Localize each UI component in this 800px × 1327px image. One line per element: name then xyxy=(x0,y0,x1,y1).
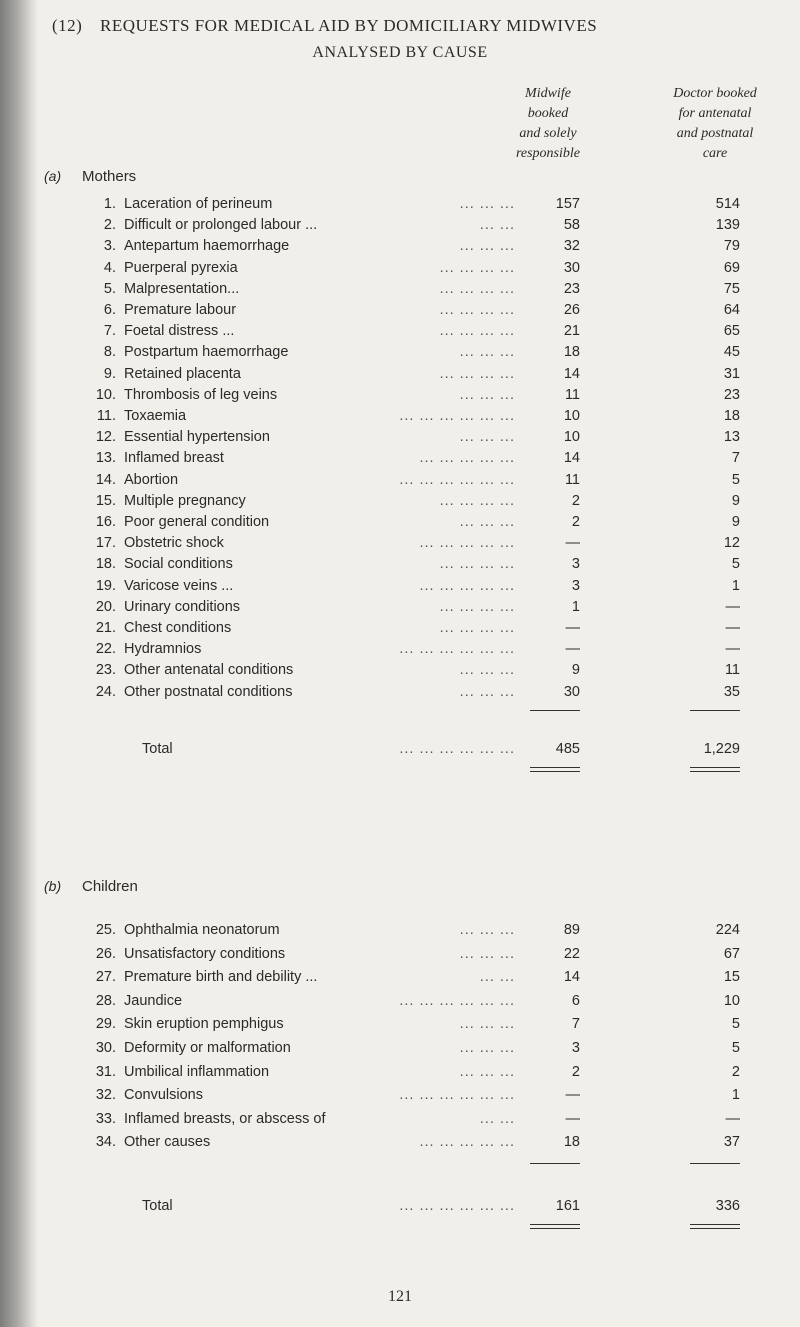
table-row xyxy=(0,943,800,965)
row-number: 7. xyxy=(103,323,116,340)
table-row xyxy=(0,447,800,469)
table-row xyxy=(0,511,800,533)
value-midwife: 10 xyxy=(563,429,580,446)
total-double-rule-midwife xyxy=(530,1224,580,1229)
table-row xyxy=(0,235,800,257)
row-number: 8. xyxy=(103,344,116,361)
value-midwife: 3 xyxy=(571,1040,580,1056)
row-label: Umbilical inflammation xyxy=(124,1063,270,1080)
page-number-label: (12) xyxy=(52,16,83,35)
value-midwife: — xyxy=(565,1087,580,1104)
leader-dots: ... ... ... xyxy=(459,196,515,212)
table-row xyxy=(0,919,800,941)
leader-dots: ... ... ... ... xyxy=(439,598,515,615)
row-number: 19. xyxy=(95,577,116,594)
col1-line: Midwife xyxy=(525,86,571,101)
value-doctor: — xyxy=(725,620,740,636)
table-row xyxy=(0,659,800,681)
row-number: 2. xyxy=(103,217,116,234)
section-label: (a) xyxy=(44,168,62,184)
value-doctor: 79 xyxy=(723,238,740,255)
row-number: 23. xyxy=(95,662,116,679)
row-label: Ophthalmia neonatorum xyxy=(124,922,280,938)
row-number: 3. xyxy=(103,238,116,255)
leader-dots: ... ... ... ... ... xyxy=(419,450,515,467)
leader-dots: ... ... ... xyxy=(459,344,515,361)
row-number: 31. xyxy=(95,1063,116,1080)
total-double-rule-doctor xyxy=(690,767,740,772)
page-title xyxy=(52,16,598,36)
value-doctor: 514 xyxy=(715,196,740,212)
value-doctor: 67 xyxy=(723,945,740,962)
value-midwife: 14 xyxy=(563,450,580,467)
row-number: 22. xyxy=(95,641,116,658)
total-label: Total xyxy=(142,1198,173,1214)
total-rule-midwife xyxy=(530,1163,580,1164)
value-midwife: 3 xyxy=(571,556,580,573)
leader-dots: ... ... xyxy=(479,1110,515,1127)
value-doctor: 75 xyxy=(723,280,740,297)
leader-dots: ... ... ... xyxy=(459,514,515,530)
row-label: Laceration of perineum xyxy=(124,196,273,212)
table-row xyxy=(0,966,800,988)
col1-line: responsible xyxy=(515,146,581,161)
table-row xyxy=(0,1084,800,1106)
value-doctor: 9 xyxy=(731,492,740,509)
row-number: 26. xyxy=(95,945,116,962)
title-text: REQUESTS FOR MEDICAL AID BY DOMICILIARY MIDWIVES xyxy=(100,16,598,35)
table-row xyxy=(0,278,800,300)
value-midwife: 2 xyxy=(571,1063,580,1080)
leader-dots: ... ... ... ... xyxy=(439,259,515,276)
value-midwife: — xyxy=(565,620,580,636)
leader-dots: ... ... ... ... ... xyxy=(419,577,515,594)
value-midwife: — xyxy=(565,1110,580,1127)
value-midwife: 26 xyxy=(563,302,580,318)
table-row xyxy=(0,426,800,448)
total-midwife: 485 xyxy=(555,740,580,757)
table-row xyxy=(0,384,800,406)
row-label: Essential hypertension xyxy=(124,429,270,446)
value-midwife: 7 xyxy=(571,1016,580,1033)
leader-dots: ... ... ... ... ... xyxy=(419,535,515,552)
total-double-rule-doctor xyxy=(690,1224,740,1229)
row-label: Chest conditions xyxy=(124,620,232,636)
row-number: 27. xyxy=(95,969,116,986)
row-number: 30. xyxy=(95,1040,116,1056)
total-label: Total xyxy=(142,740,173,757)
value-doctor: 7 xyxy=(731,450,740,467)
total-rule-doctor xyxy=(690,710,740,711)
table-row xyxy=(0,681,800,703)
row-number: 16. xyxy=(95,514,116,530)
leader-dots: ... ... ... ... ... ... xyxy=(399,471,515,488)
value-midwife: 11 xyxy=(564,471,580,488)
value-doctor: 5 xyxy=(731,1016,740,1033)
col2-line: Doctor booked xyxy=(673,86,757,101)
leader-dots: ... ... ... xyxy=(459,429,515,446)
total-doctor: 336 xyxy=(715,1198,740,1214)
table-row xyxy=(0,617,800,639)
leader-dots: ... ... ... ... xyxy=(439,492,515,509)
row-label: Inflamed breast xyxy=(124,450,224,467)
table-row xyxy=(0,990,800,1012)
table-row xyxy=(0,214,800,236)
table-row xyxy=(0,1108,800,1130)
row-label: Difficult or prolonged labour ... xyxy=(124,217,318,234)
value-midwife: 30 xyxy=(563,683,580,700)
leader-dots: ... ... ... ... ... ... xyxy=(399,641,515,658)
col2-line: for antenatal xyxy=(678,106,752,121)
row-label: Malpresentation... xyxy=(124,280,240,297)
leader-dots: ... ... ... ... xyxy=(439,302,515,318)
row-label: Toxaemia xyxy=(124,408,187,424)
row-label: Hydramnios xyxy=(124,641,202,658)
row-number: 21. xyxy=(95,620,116,636)
value-midwife: 3 xyxy=(571,577,580,594)
table-row xyxy=(0,405,800,427)
value-midwife: 2 xyxy=(571,514,580,530)
row-number: 5. xyxy=(103,280,116,297)
leader-dots: ... ... xyxy=(479,217,515,234)
value-doctor: 45 xyxy=(723,344,740,361)
row-label: Varicose veins ... xyxy=(124,577,234,594)
section-label: (b) xyxy=(44,878,62,894)
row-number: 17. xyxy=(95,535,116,552)
value-doctor: 31 xyxy=(723,365,740,382)
value-midwife: 32 xyxy=(563,238,580,255)
row-label: Convulsions xyxy=(124,1087,203,1104)
leader-dots: ... ... ... ... xyxy=(439,365,515,382)
leader-dots: ... ... ... ... ... ... xyxy=(399,992,515,1009)
value-doctor: 139 xyxy=(715,217,740,234)
row-label: Multiple pregnancy xyxy=(124,492,246,509)
value-midwife: 89 xyxy=(563,922,580,938)
row-label: Antepartum haemorrhage xyxy=(124,238,290,255)
section-title: Children xyxy=(82,878,138,895)
table-row xyxy=(0,490,800,512)
row-label: Premature labour xyxy=(124,302,237,318)
value-midwife: — xyxy=(565,535,580,552)
value-doctor: 15 xyxy=(723,969,740,986)
row-number: 12. xyxy=(95,429,116,446)
value-doctor: — xyxy=(725,598,740,615)
total-double-rule-midwife xyxy=(530,767,580,772)
value-doctor: 11 xyxy=(724,662,740,679)
value-midwife: 6 xyxy=(571,992,580,1009)
table-row xyxy=(0,1037,800,1059)
value-midwife: 18 xyxy=(563,344,580,361)
row-number: 1. xyxy=(103,196,116,212)
row-label: Jaundice xyxy=(124,992,183,1009)
col1-line: booked xyxy=(527,106,569,121)
row-label: Deformity or malformation xyxy=(124,1040,291,1056)
leader-dots: ... ... ... ... xyxy=(439,280,515,297)
row-label: Puerperal pyrexia xyxy=(124,259,238,276)
leader-dots: ... ... ... xyxy=(459,662,515,679)
table-row xyxy=(0,553,800,575)
row-number: 18. xyxy=(95,556,116,573)
value-midwife: 9 xyxy=(571,662,580,679)
table-row xyxy=(0,320,800,342)
value-doctor: 1 xyxy=(731,1087,740,1104)
value-doctor: 5 xyxy=(731,471,740,488)
value-doctor: 18 xyxy=(723,408,740,424)
value-midwife: 1 xyxy=(571,598,580,615)
value-midwife: — xyxy=(565,641,580,658)
leader-dots: ... ... ... xyxy=(459,683,515,700)
table-row xyxy=(0,469,800,491)
value-midwife: 11 xyxy=(564,386,580,403)
table-row xyxy=(0,341,800,363)
row-label: Abortion xyxy=(124,471,179,488)
row-label: Other antenatal conditions xyxy=(124,662,294,679)
col2-line: and postnatal xyxy=(676,126,754,141)
leader-dots: ... ... xyxy=(479,969,515,986)
value-doctor: 65 xyxy=(723,323,740,340)
row-number: 29. xyxy=(95,1016,116,1033)
leader-dots: ... ... ... ... xyxy=(439,620,515,636)
value-midwife: 14 xyxy=(563,365,580,382)
total-row xyxy=(0,738,800,760)
table-row xyxy=(0,257,800,279)
row-number: 15. xyxy=(95,492,116,509)
row-label: Thrombosis of leg veins xyxy=(124,386,278,403)
value-doctor: 64 xyxy=(723,302,740,318)
value-doctor: 5 xyxy=(731,556,740,573)
leader-dots: ... ... ... xyxy=(459,386,515,403)
row-label: Poor general condition xyxy=(124,514,270,530)
leader-dots: ... ... ... ... xyxy=(439,556,515,573)
section-title: Mothers xyxy=(82,168,137,185)
column-header-midwife xyxy=(488,84,608,164)
row-number: 11. xyxy=(96,408,116,424)
row-number: 28. xyxy=(95,992,116,1009)
table-row xyxy=(0,299,800,321)
row-label: Skin eruption pemphigus xyxy=(124,1016,284,1033)
row-number: 25. xyxy=(95,922,116,938)
value-midwife: 30 xyxy=(563,259,580,276)
row-label: Other causes xyxy=(124,1134,211,1151)
row-number: 13. xyxy=(95,450,116,467)
total-rule-doctor xyxy=(690,1163,740,1164)
table-row xyxy=(0,532,800,554)
row-label: Postpartum haemorrhage xyxy=(124,344,289,361)
row-number: 10. xyxy=(95,386,116,403)
total-row xyxy=(0,1195,800,1217)
value-doctor: 9 xyxy=(731,514,740,530)
value-doctor: 224 xyxy=(715,922,740,938)
value-doctor: 35 xyxy=(723,683,740,700)
table-row xyxy=(0,596,800,618)
row-number: 20. xyxy=(95,598,116,615)
page-subtitle: ANALYSED BY CAUSE xyxy=(312,44,488,61)
row-label: Obstetric shock xyxy=(124,535,224,552)
row-label: Other postnatal conditions xyxy=(124,683,293,700)
value-midwife: 10 xyxy=(563,408,580,424)
row-label: Social conditions xyxy=(124,556,233,573)
leader-dots: ... ... ... ... ... ... xyxy=(399,1198,515,1214)
row-label: Premature birth and debility ... xyxy=(124,969,318,986)
row-label: Inflamed breasts, or abscess of xyxy=(124,1110,326,1127)
col1-line: and solely xyxy=(519,126,577,141)
col2-line: care xyxy=(702,146,728,161)
column-header-doctor xyxy=(640,84,790,164)
leader-dots: ... ... ... xyxy=(459,1063,515,1080)
leader-dots: ... ... ... ... ... ... xyxy=(399,1087,515,1104)
value-midwife: 58 xyxy=(563,217,580,234)
leader-dots: ... ... ... xyxy=(459,238,515,255)
table-row xyxy=(0,1131,800,1153)
table-row xyxy=(0,638,800,660)
value-doctor: 10 xyxy=(723,992,740,1009)
leader-dots: ... ... ... ... ... ... xyxy=(399,740,515,757)
table-row xyxy=(0,363,800,385)
value-midwife: 18 xyxy=(563,1134,580,1151)
row-number: 9. xyxy=(103,365,116,382)
total-midwife: 161 xyxy=(555,1198,580,1214)
table-row xyxy=(0,1061,800,1083)
leader-dots: ... ... ... ... xyxy=(439,323,515,340)
row-number: 34. xyxy=(95,1134,116,1151)
total-rule-midwife xyxy=(530,710,580,711)
table-row xyxy=(0,575,800,597)
leader-dots: ... ... ... xyxy=(459,922,515,938)
row-label: Unsatisfactory conditions xyxy=(124,945,286,962)
value-doctor: 69 xyxy=(723,259,740,276)
value-midwife: 23 xyxy=(563,280,580,297)
row-number: 4. xyxy=(103,259,116,276)
leader-dots: ... ... ... xyxy=(459,945,515,962)
value-doctor: 37 xyxy=(723,1134,740,1151)
table-row xyxy=(0,1013,800,1035)
value-midwife: 14 xyxy=(563,969,580,986)
value-doctor: 2 xyxy=(731,1063,740,1080)
value-doctor: 12 xyxy=(723,535,740,552)
value-doctor: 5 xyxy=(731,1040,740,1056)
leader-dots: ... ... ... ... ... xyxy=(419,1134,515,1151)
value-doctor: — xyxy=(725,1110,740,1127)
value-midwife: 157 xyxy=(555,196,580,212)
footer-page-number: 121 xyxy=(388,1288,412,1305)
row-number: 33. xyxy=(95,1110,116,1127)
leader-dots: ... ... ... xyxy=(459,1016,515,1033)
value-doctor: 23 xyxy=(723,386,740,403)
value-doctor: 1 xyxy=(731,577,740,594)
value-doctor: 13 xyxy=(723,429,740,446)
value-midwife: 21 xyxy=(563,323,580,340)
value-midwife: 2 xyxy=(571,492,580,509)
total-doctor: 1,229 xyxy=(703,740,740,757)
value-midwife: 22 xyxy=(563,945,580,962)
row-label: Urinary conditions xyxy=(124,598,241,615)
row-number: 24. xyxy=(95,683,116,700)
row-number: 6. xyxy=(103,302,116,318)
leader-dots: ... ... ... ... ... ... xyxy=(399,408,515,424)
row-number: 14. xyxy=(95,471,116,488)
row-label: Retained placenta xyxy=(124,365,241,382)
table-row xyxy=(0,193,800,215)
leader-dots: ... ... ... xyxy=(459,1040,515,1056)
row-number: 32. xyxy=(95,1087,116,1104)
row-label: Foetal distress ... xyxy=(124,323,235,340)
value-doctor: — xyxy=(725,641,740,658)
